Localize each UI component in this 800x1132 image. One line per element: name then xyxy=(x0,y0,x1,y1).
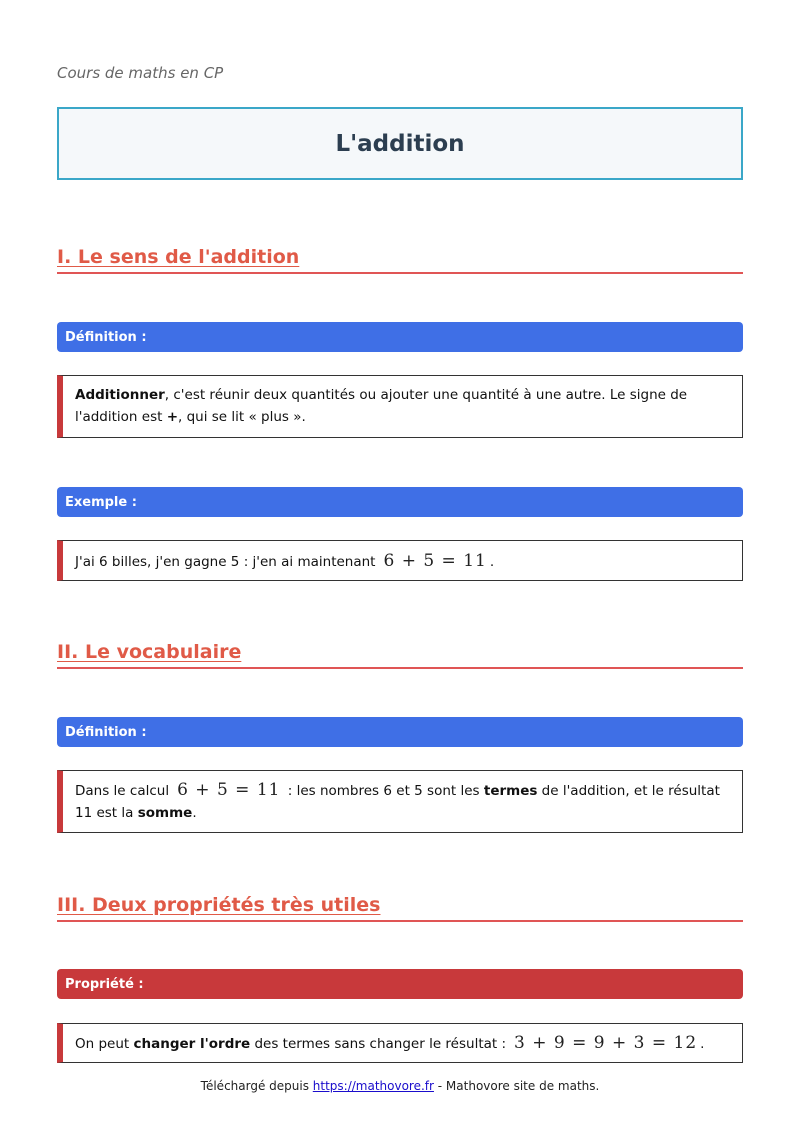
def1-text-2: , qui se lit « plus ». xyxy=(178,409,306,425)
ex1-math: 6 + 5 = 11 xyxy=(383,551,487,571)
section-heading-2-text: II. Le vocabulaire xyxy=(57,641,242,663)
prop1-text-3: . xyxy=(700,1036,705,1052)
footer xyxy=(0,1079,800,1093)
property-label-1 xyxy=(57,969,743,999)
definition-label-2-text: Définition : xyxy=(65,724,147,740)
def2-text-4: . xyxy=(192,805,197,821)
def1-text-1: , c'est réunir deux quantités ou ajouter une quantité à une autre. Le signe de l'addition est xyxy=(75,387,688,425)
definition-box-1 xyxy=(57,375,743,438)
prop1-bold-1: changer l'ordre xyxy=(133,1036,251,1052)
section-heading-2 xyxy=(57,641,743,669)
course-subtitle: Cours de maths en CP xyxy=(57,64,224,82)
def2-text-1: Dans le calcul xyxy=(75,783,170,799)
definition-label-2 xyxy=(57,717,743,747)
footer-suffix: - Mathovore site de maths. xyxy=(433,1079,600,1093)
def1-bold-2: + xyxy=(166,409,179,425)
def2-text-2: : les nombres 6 et 5 sont les xyxy=(283,783,484,799)
def2-bold-2: somme xyxy=(137,805,193,821)
ex1-text-1: J'ai 6 billes, j'en gagne 5 : j'en ai maintenant xyxy=(75,554,376,570)
definition-label-1 xyxy=(57,322,743,352)
page-title: L'addition xyxy=(335,130,465,157)
example-box-1 xyxy=(57,540,743,581)
title-box xyxy=(57,107,743,180)
def2-bold-1: termes xyxy=(483,783,538,799)
footer-prefix: Téléchargé depuis xyxy=(200,1079,313,1093)
example-label-1 xyxy=(57,487,743,517)
example-label-1-text: Exemple : xyxy=(65,494,137,510)
section-heading-3-text: III. Deux propriétés très utiles xyxy=(57,894,381,916)
footer-link[interactable]: https://mathovore.fr xyxy=(312,1079,434,1093)
def2-math: 6 + 5 = 11 xyxy=(177,780,281,800)
section-heading-3 xyxy=(57,894,743,922)
section-heading-1-text: I. Le sens de l'addition xyxy=(57,246,300,268)
definition-label-1-text: Définition : xyxy=(65,329,147,345)
ex1-text-2: . xyxy=(489,554,495,570)
property-box-1 xyxy=(57,1023,743,1063)
prop1-math: 3 + 9 = 9 + 3 = 12 xyxy=(514,1033,698,1053)
property-label-1-text: Propriété : xyxy=(65,976,144,992)
definition-box-2 xyxy=(57,770,743,833)
prop1-text-2: des termes sans changer le résultat : xyxy=(250,1036,507,1052)
def1-bold-1: Additionner xyxy=(75,387,165,403)
def2-text-3: de l'addition, et le résultat 11 est la xyxy=(75,783,720,821)
section-heading-1 xyxy=(57,246,743,274)
prop1-text-1: On peut xyxy=(75,1036,134,1052)
